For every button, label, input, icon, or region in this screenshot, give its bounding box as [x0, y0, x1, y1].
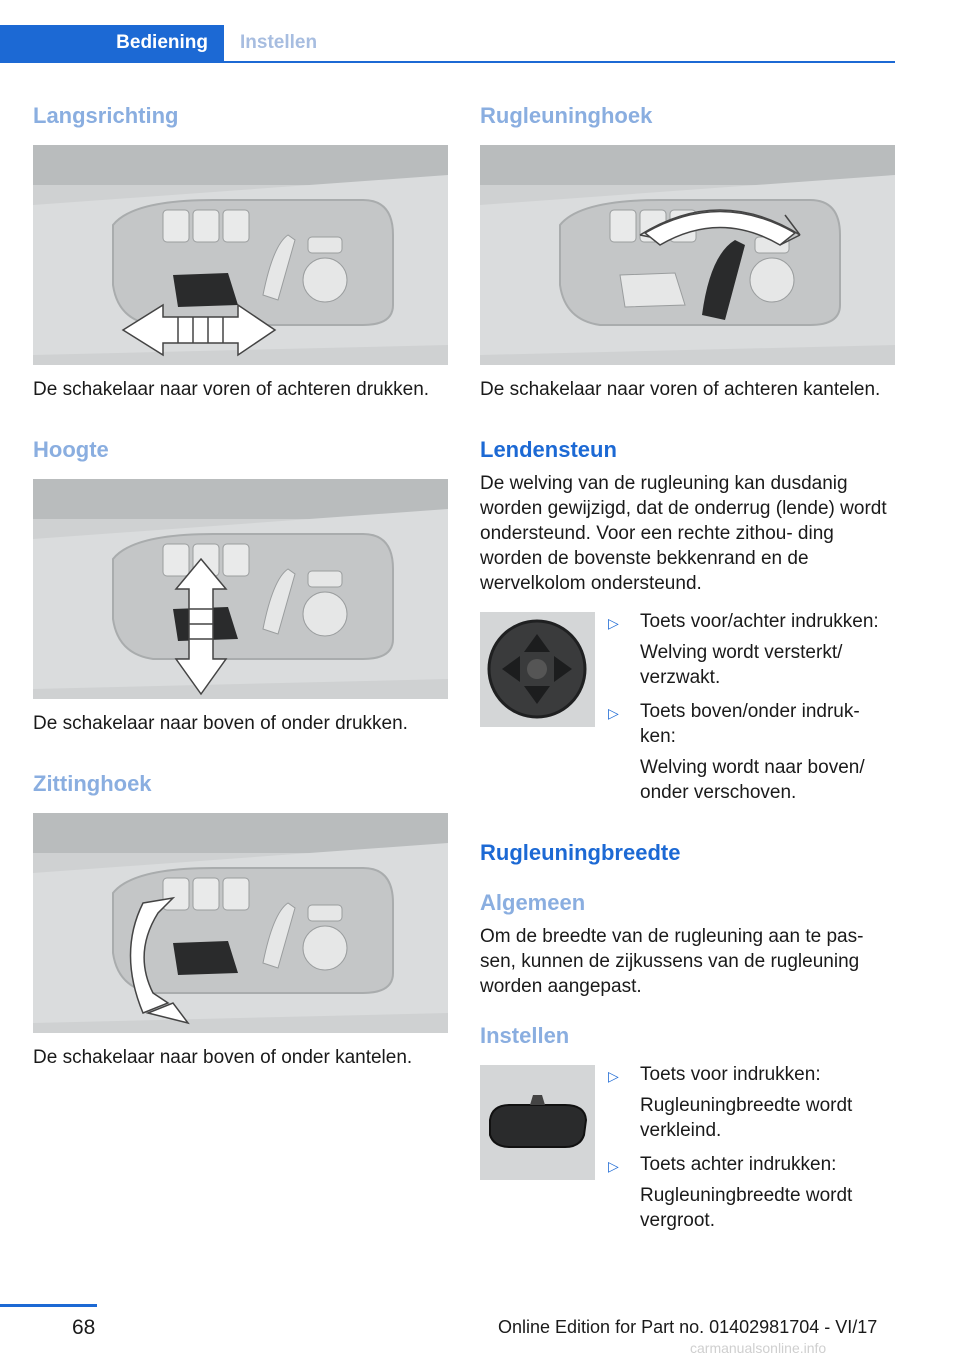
edition-text: Online Edition for Part no. 01402981704 - VI/17 [498, 1317, 878, 1337]
heading-algemeen: Algemeen [480, 890, 586, 915]
seat-control-image-seat-angle [33, 813, 448, 1033]
lumbar-item-1 [608, 609, 898, 690]
seat-control-image-height [33, 479, 448, 699]
heading-rugleuningbreedte: Rugleuningbreedte [480, 840, 681, 865]
setup-item-1 [608, 1062, 898, 1143]
lumbar-item-2 [608, 699, 898, 805]
heading-langsrichting: Langsrichting [33, 103, 179, 128]
watermark: carmanualsonline.info [690, 1340, 827, 1356]
heading-zittinghoek: Zittinghoek [33, 771, 152, 796]
heading-rugleuninghoek: Rugleuninghoek [480, 103, 653, 128]
width-switch-image [480, 1065, 595, 1180]
footer-rule [0, 1304, 97, 1307]
triangle-bullet-icon: ▷ [608, 705, 619, 721]
setup-item-1-detail: Rugleuningbreedte wordt verkleind. [640, 1095, 853, 1141]
general-description: Om de breedte van de rugleuning aan te pas- sen, kunnen de zijkussens van de rugleuning worden aangepast. [480, 926, 864, 997]
lumbar-item-2-detail: Welving wordt naar boven/ onder verschoven. [640, 757, 865, 803]
setup-item-1-label: Toets voor indrukken: [640, 1064, 821, 1085]
seat-control-image-backrest-angle [480, 145, 895, 365]
tab-instellen[interactable]: Instellen [240, 32, 318, 53]
tab-bediening[interactable]: Bediening [0, 25, 224, 61]
heading-lendensteun: Lendensteun [480, 437, 617, 462]
page-number: 68 [72, 1316, 96, 1339]
chapter-header [0, 25, 895, 63]
caption-seat-angle: De schakelaar naar boven of onder kantelen. [33, 1047, 413, 1068]
caption-longitudinal: De schakelaar naar voren of achteren drukken. [33, 379, 430, 400]
heading-instellen: Instellen [480, 1023, 570, 1048]
seat-control-image-longitudinal [33, 145, 448, 365]
heading-hoogte: Hoogte [33, 437, 109, 462]
lumbar-description: De welving van de rugleuning kan dusdanig worden gewijzigd, dat de onderrug (lende) wordt ondersteund. Voor een rechte zithou- ding worden de bovenste bekkenrand en de wervelkolom ondersteund. [480, 473, 887, 594]
lumbar-item-1-detail: Welving wordt versterkt/ verzwakt. [640, 642, 843, 688]
setup-item-2-label: Toets achter indrukken: [640, 1154, 837, 1175]
triangle-bullet-icon: ▷ [608, 1068, 619, 1084]
lumbar-item-1-label: Toets voor/achter indrukken: [640, 611, 879, 632]
caption-backrest-angle: De schakelaar naar voren of achteren kantelen. [480, 379, 881, 400]
lumbar-item-2-label: Toets boven/onder indruk- ken: [640, 701, 860, 747]
lumbar-switch-image [480, 612, 595, 727]
triangle-bullet-icon: ▷ [608, 1158, 619, 1174]
caption-height: De schakelaar naar boven of onder drukken. [33, 713, 408, 734]
setup-item-2 [608, 1152, 898, 1233]
setup-item-2-detail: Rugleuningbreedte wordt vergroot. [640, 1185, 853, 1231]
triangle-bullet-icon: ▷ [608, 615, 619, 631]
